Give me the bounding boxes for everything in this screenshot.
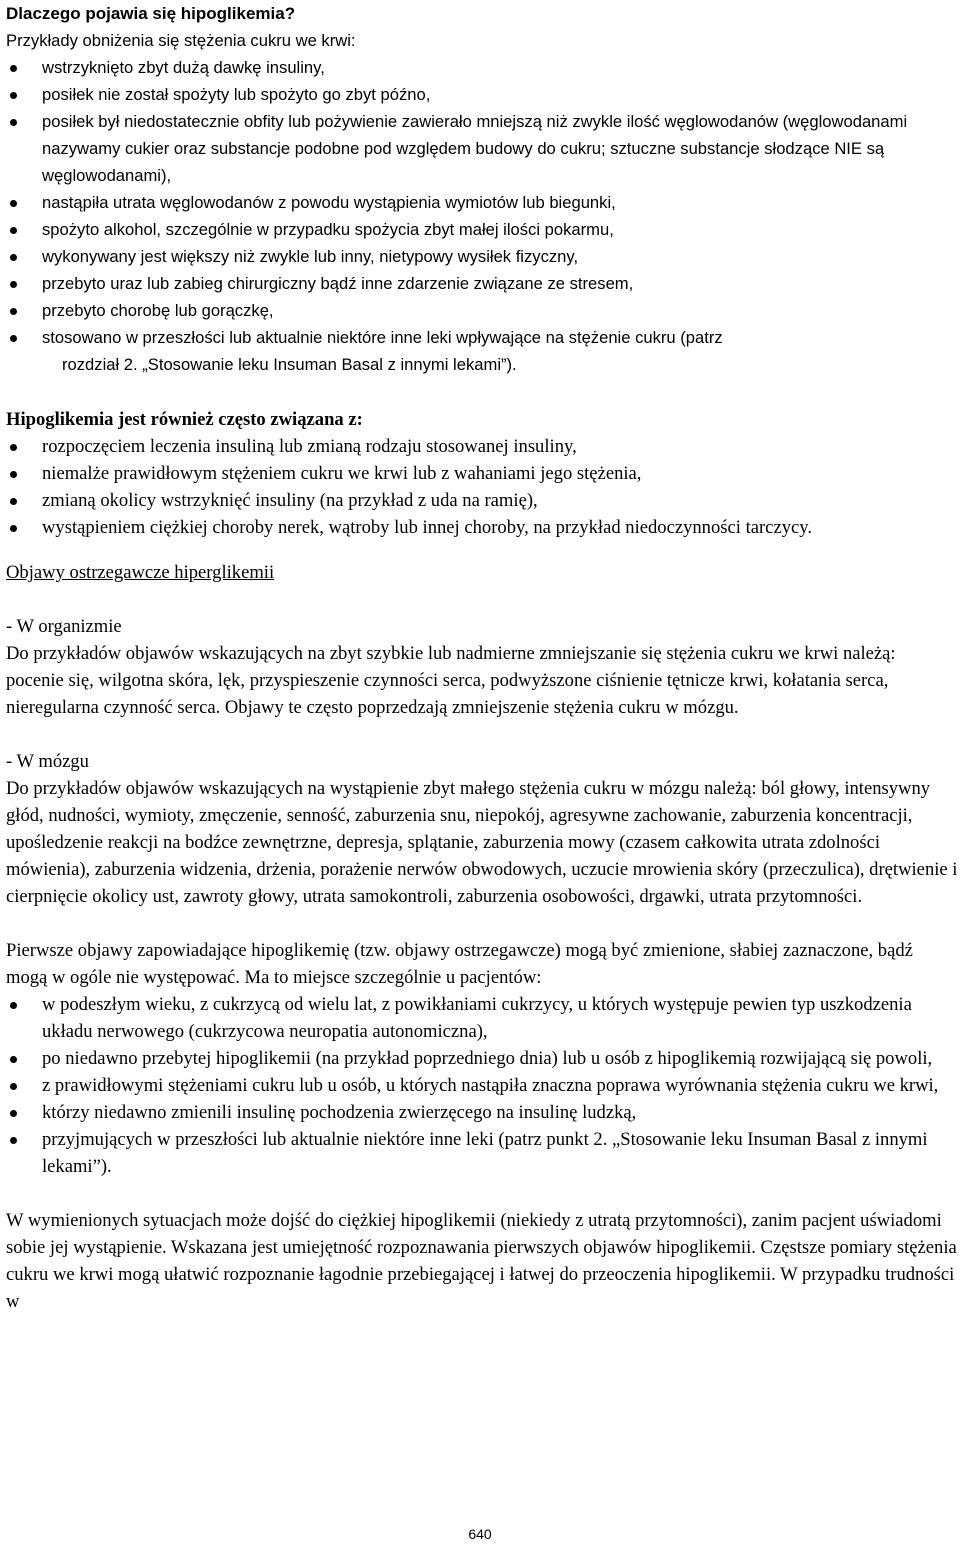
bullet-icon xyxy=(10,254,17,261)
list-item: przebyto chorobę lub gorączkę, xyxy=(6,297,958,324)
list-item-continuation: rozdział 2. „Stosowanie leku Insuman Basal z innymi lekami”). xyxy=(62,355,517,374)
list-item: wykonywany jest większy niż zwykle lub inny, nietypowy wysiłek fizyczny, xyxy=(6,243,958,270)
subsection-title-body: - W organizmie xyxy=(6,616,122,637)
bullet-icon xyxy=(10,1056,17,1063)
paragraph-severe-hypoglycemia: W wymienionych sytuacjach może dojść do ciężkiej hipoglikemii (niekiedy z utratą przytomności), zanim pacjent uświadomi sobie jej wystąpienie. Wskazana jest umiejętność rozpoznawania pierwszych objawów hipoglikemii. Częstsze pomiary stężenia cukru we krwi mogą ułatwić rozpoznanie łagodnie przebiegającej i łatwej do przeoczenia hipoglikemii. W przypadku trudności w xyxy=(6,1210,957,1312)
causes-list xyxy=(6,54,958,378)
subsection-title-brain: - W mózgu xyxy=(6,751,89,772)
list-item: posiłek nie został spożyty lub spożyto go zbyt późno, xyxy=(6,81,958,108)
associated-list xyxy=(6,433,958,541)
section-intro-early-symptoms: Pierwsze objawy zapowiadające hipoglikemię (tzw. objawy ostrzegawcze) mogą być zmienione, słabiej zaznaczone, bądź mogą w ogóle nie występować. Ma to miejsce szczególnie u pacjentów: xyxy=(6,940,913,988)
list-item: posiłek był niedostatecznie obfity lub pożywienie zawierało mniejszą niż zwykle ilość węglowodanów (węglowodanami nazywamy cukier oraz substancje podobne pod względem budowy do cukru; sztuczne substancje słodzące NIE są węglowodanami), xyxy=(6,108,958,189)
list-item: nastąpiła utrata węglowodanów z powodu wystąpienia wymiotów lub biegunki, xyxy=(6,189,958,216)
list-item: wystąpieniem ciężkiej choroby nerek, wątroby lub innej choroby, na przykład niedoczynności tarczycy. xyxy=(6,514,958,541)
list-item: wstrzyknięto zbyt dużą dawkę insuliny, xyxy=(6,54,958,81)
subsection-text-body: Do przykładów objawów wskazujących na zbyt szybkie lub nadmierne zmniejszanie się stężenia cukru we krwi należą: pocenie się, wilgotna skóra, lęk, przyspieszenie czynności serca, podwyższone ciśnienie tętnicze krwi, kołatania serca, nieregularna czynność serca. Objawy te często poprzedzają zmniejszenie stężenia cukru w mózgu. xyxy=(6,643,896,718)
list-item: niemalże prawidłowym stężeniem cukru we krwi lub z wahaniami jego stężenia, xyxy=(6,460,958,487)
list-item: zmianą okolicy wstrzyknięć insuliny (na przykład z uda na ramię), xyxy=(6,487,958,514)
bullet-icon xyxy=(10,1137,17,1144)
bullet-icon xyxy=(10,1002,17,1009)
bullet-icon xyxy=(10,119,17,126)
list-item: którzy niedawno zmienili insulinę pochodzenia zwierzęcego na insulinę ludzką, xyxy=(6,1099,958,1126)
bullet-icon xyxy=(10,498,17,505)
section-intro-examples: Przykłady obniżenia się stężenia cukru we krwi: xyxy=(6,31,356,50)
list-item: w podeszłym wieku, z cukrzycą od wielu lat, z powikłaniami cukrzycy, u których występuje pewien typ uszkodzenia układu nerwowego (cukrzycowa neuropatia autonomiczna), xyxy=(6,991,958,1045)
bullet-icon xyxy=(10,281,17,288)
document-body xyxy=(6,0,958,1315)
list-item: przyjmujących w przeszłości lub aktualnie niektóre inne leki (patrz punkt 2. „Stosowanie leku Insuman Basal z innymi lekami”). xyxy=(6,1126,958,1180)
bullet-icon xyxy=(10,335,17,342)
bullet-icon xyxy=(10,1110,17,1117)
list-item: przebyto uraz lub zabieg chirurgiczny bądź inne zdarzenie związane ze stresem, xyxy=(6,270,958,297)
bullet-icon xyxy=(10,525,17,532)
bullet-icon xyxy=(10,227,17,234)
list-item: z prawidłowymi stężeniami cukru lub u osób, u których nastąpiła znaczna poprawa wyrównania stężenia cukru we krwi, xyxy=(6,1072,958,1099)
page-number: 640 xyxy=(468,1526,492,1542)
bullet-icon xyxy=(10,444,17,451)
bullet-icon xyxy=(10,200,17,207)
subsection-text-brain: Do przykładów objawów wskazujących na wystąpienie zbyt małego stężenia cukru w mózgu należą: ból głowy, intensywny głód, nudności, wymioty, zmęczenie, senność, zaburzenia snu, niepokój, agresywne zachowanie, zaburzenia koncentracji, upośledzenie reakcji na bodźce zewnętrzne, depresja, splątanie, zaburzenia mowy (czasem całkowita utrata zdolności mówienia), zaburzenia widzenia, drżenia, porażenie nerwów obwodowych, uczucie mrowienia skóry (przeczulica), drętwienie i cierpnięcie okolicy ust, zawroty głowy, utrata samokontroli, zaburzenia osobowości, drgawki, utrata przytomności. xyxy=(6,778,958,907)
section-title-why-hypoglycemia: Dlaczego pojawia się hipoglikemia? xyxy=(6,4,296,23)
patients-list xyxy=(6,991,958,1180)
bullet-icon xyxy=(10,471,17,478)
bullet-icon xyxy=(10,92,17,99)
section-title-associated-with: Hipoglikemia jest również często związana z: xyxy=(6,409,363,430)
bullet-icon xyxy=(10,65,17,72)
section-title-warning-signs: Objawy ostrzegawcze hiperglikemii xyxy=(6,562,275,583)
list-item: po niedawno przebytej hipoglikemii (na przykład poprzedniego dnia) lub u osób z hipoglikemią rozwijającą się powoli, xyxy=(6,1045,958,1072)
list-item: spożyto alkohol, szczególnie w przypadku spożycia zbyt małej ilości pokarmu, xyxy=(6,216,958,243)
bullet-icon xyxy=(10,308,17,315)
list-item: stosowano w przeszłości lub aktualnie niektóre inne leki wpływające na stężenie cukru (patrz rozdział 2. „Stosowanie leku Insuman Basal z innymi lekami”). xyxy=(6,324,958,378)
bullet-icon xyxy=(10,1083,17,1090)
list-item: rozpoczęciem leczenia insuliną lub zmianą rodzaju stosowanej insuliny, xyxy=(6,433,958,460)
